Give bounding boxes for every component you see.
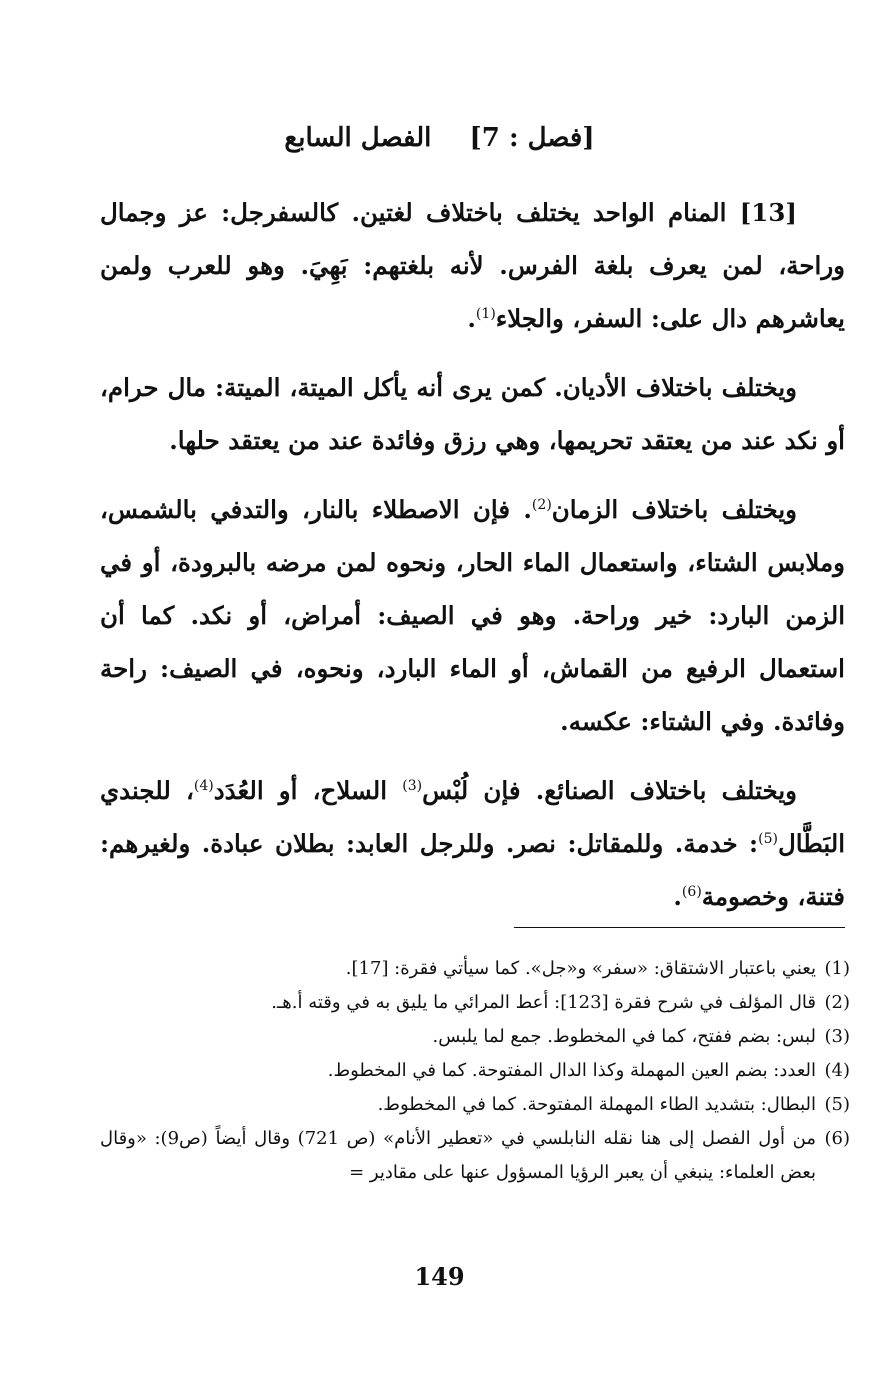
footnote-ref: (3): [402, 777, 423, 794]
footnote-ref: (2): [531, 496, 552, 513]
footnote-divider: [514, 927, 845, 928]
footnote-number: (6): [824, 1128, 850, 1149]
paragraph: ويختلف باختلاف الأديان. كمن يرى أنه يأكل الميتة، الميتة: مال حرام، أو نكد عند من يعتقد تحريمها، وهي رزق وفائدة عند من يعتقد حلها.: [100, 373, 845, 455]
footnote-text: يعني باعتبار الاشتقاق: «سفر» و«جل». كما سيأتي فقرة: [17].: [345, 958, 816, 979]
footnote-number: (2): [824, 992, 850, 1013]
footnote-ref: (6): [681, 883, 702, 900]
paragraph: ويختلف باختلاف الصنائع. فإن لُبْس$^{(3)}$ السلاح، أو العُدَد$^{(4)}$، للجندي البَطَّال$^{(5)}$: خدمة. وللمقاتل: نصر. وللرجل العابد: بطلان عبادة. ولغيرهم: فتنة، وخصومة$^{(6)}$.: [100, 776, 845, 911]
main-text: [100, 186, 845, 939]
footnote: [100, 1054, 850, 1088]
footnote-number: (5): [824, 1094, 850, 1115]
footnote-text: قال المؤلف في شرح فقرة [123]: أعط المرائي ما يليق به في وقته أ.هـ.: [271, 992, 816, 1013]
footnote-text: لبس: بضم ففتح، كما في المخطوط. جمع لما يلبس.: [432, 1026, 816, 1047]
footnote-text: من أول الفصل إلى هنا نقله النابلسي في «تعطير الأنام» (ص 721) وقال أيضاً (ص9): «وقال بعض العلماء: ينبغي أن يعبر الرؤيا المسؤول عنها على مقادير =: [100, 1128, 817, 1183]
page-number: 149: [414, 1262, 465, 1291]
footnotes: [100, 952, 850, 1190]
footnote-text: البطال: بتشديد الطاء المهملة المفتوحة. كما في المخطوط.: [377, 1094, 816, 1115]
footnote-text: العدد: بضم العين المهملة وكذا الدال المفتوحة. كما في المخطوط.: [327, 1060, 816, 1081]
footnote-ref: (4): [193, 777, 214, 794]
footnote: [100, 986, 850, 1020]
footnote-number: (3): [824, 1026, 850, 1047]
footnote-ref: (5): [758, 830, 778, 847]
section-label: [فصل : 7]: [469, 123, 595, 153]
footnote-ref: (1): [475, 305, 496, 322]
footnote-number: (4): [824, 1060, 850, 1081]
footnote: [100, 1020, 850, 1054]
footnote: [100, 952, 850, 986]
chapter-title: الفصل السابع: [284, 123, 432, 153]
footnote: [100, 1122, 850, 1190]
paragraph: ويختلف باختلاف الزمان$^{(2)}$. فإن الاصطلاء بالنار، والتدفي بالشمس، وملابس الشتاء، واستعمال الماء الحار، ونحوه لمن مرضه بالبرودة، أو في الزمن البارد: خير وراحة. وهو في الصيف: أمراض، أو نكد. كما أن استعمال الرفيع من القماش، أو الماء البارد، ونحوه، في الصيف: راحة وفائدة. وفي الشتاء: عكسه.: [100, 495, 845, 736]
footnote-number: (1): [824, 958, 850, 979]
footnote: [100, 1088, 850, 1122]
page-header: [0, 118, 879, 158]
paragraph: [13] المنام الواحد يختلف باختلاف لغتين. كالسفرجل: عز وجمال وراحة، لمن يعرف بلغة الفرس. لأنه بلغتهم: بَهِيَ. وهو للعرب ولمن يعاشرهم دال على: السفر، والجلاء$^{(1)}$.: [100, 198, 845, 333]
